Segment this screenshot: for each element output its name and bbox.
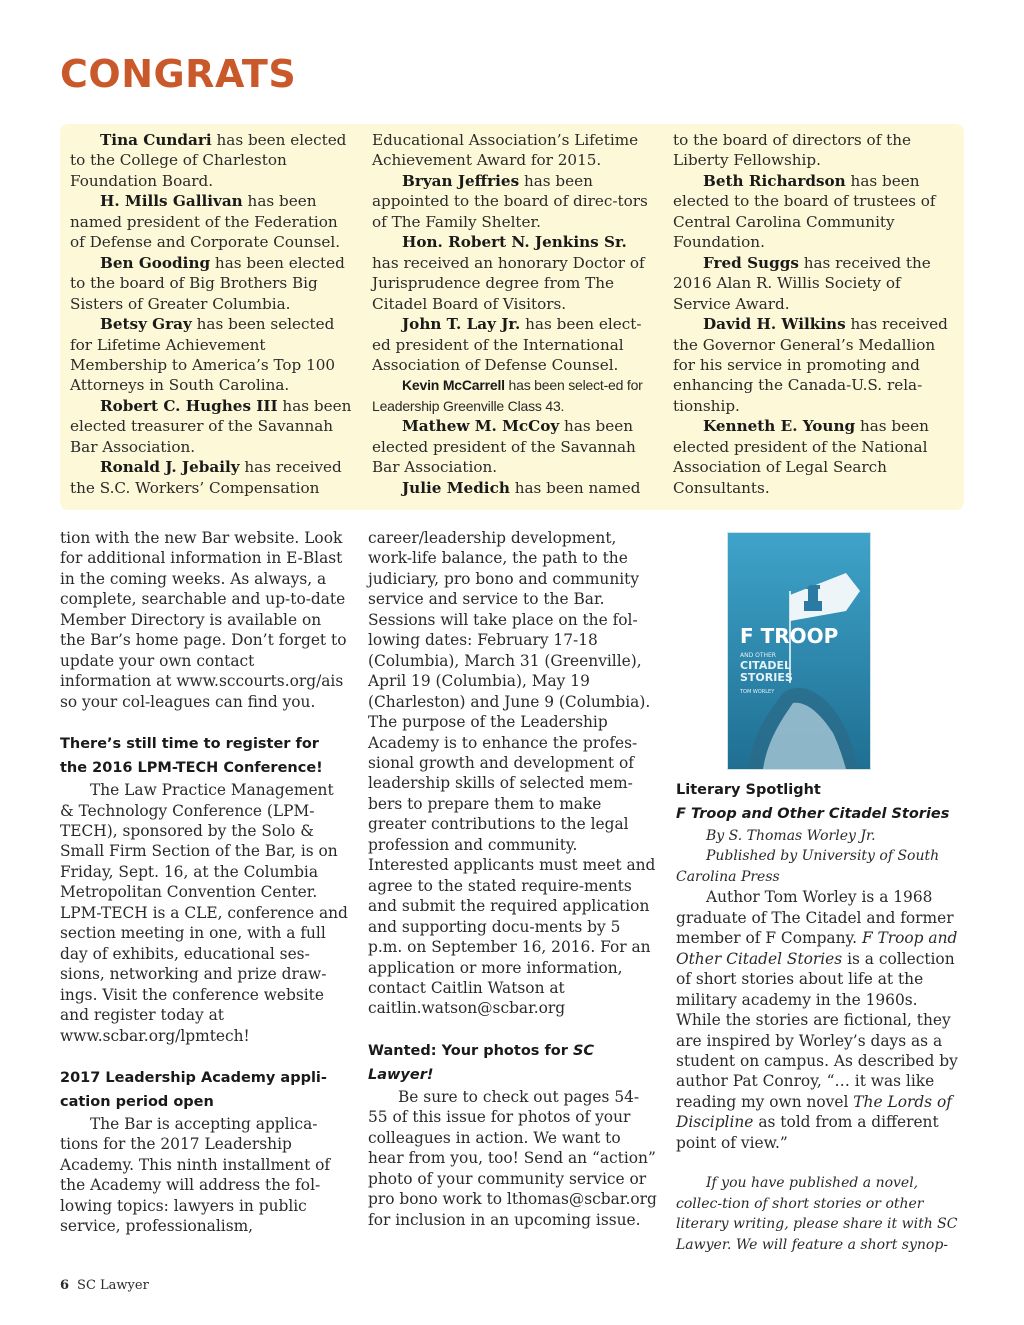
book-cover-subtitle: CITADEL: [740, 659, 791, 672]
continued-text: Educational Association’s Lifetime Achievement Award for 2015.: [372, 131, 639, 170]
honoree-text: has received the 2016 Alan R. Willis Society of Service Award.: [673, 253, 931, 313]
submission-note: If you have published a novel, collec-tion of short stories or other literary writing, please share it with SC Lawyer. We will feature a short synop-: [676, 1175, 958, 1253]
honoree-name: Hon. Robert N. Jenkins Sr.: [402, 233, 627, 252]
honoree-name: Bryan Jeffries: [402, 171, 520, 190]
book-byline: By S. Thomas Worley Jr.: [706, 828, 876, 844]
continued-text: career/leadership development, work-life balance, the path to the judiciary, pro bono and community service and service to the Bar. Sessions will take place on the fol-lowing dates: February 17-18 (Columbia), March 31 (Greenville), April 19 (Columbia), May 19 (Charleston) and June 9 (Columbia). The purpose of the Leadership Academy is to enhance the profes-sional growth and development of leadership skills of selected mem-bers to prepare them to make greater contributions to the legal profession and community. Interested applicants must meet and agree to the stated require-ments and submit the required application and supporting docu-ments by 5 p.m. on September 16, 2016. For an application or more information, contact Caitlin Watson at caitlin.watson@scbar.org: [368, 529, 656, 1018]
honoree-text: has been elected to the College of Charleston Foundation Board.: [70, 131, 347, 190]
congrats-column-1: [70, 130, 354, 498]
heading-italic-text: SC Lawyer!: [368, 1042, 595, 1083]
section-heading-photos: [368, 1039, 658, 1087]
book-cover-author: TOM WORLEY: [740, 689, 775, 695]
honoree-name: H. Mills Gallivan: [100, 192, 243, 211]
page-number: 6: [60, 1278, 70, 1293]
honoree-text: has received an honorary Doctor of Jurisprudence degree from The Citadel Board of Visitors.: [372, 253, 645, 313]
book-title: F Troop and Other Citadel Stories: [676, 806, 950, 822]
article-paragraph: The Law Practice Management & Technology Conference (LPM-TECH), sponsored by the Solo & Small Firm Section of the Bar, is on Friday, Sept. 16, at the Columbia Metropolitan Convention Center. LPM-TECH is a CLE, conference and section meeting in one, with a full day of exhibits, educational ses-sions, networking and prize draw-ings. Visit the conference website and register today at www.scbar.org/lpmtech!: [60, 781, 348, 1045]
honoree-name: Fred Suggs: [703, 253, 799, 272]
honoree-text: has been selected for Lifetime Achievement Membership to America’s Top 100 Attorneys in South Carolina.: [70, 315, 336, 395]
congrats-column-3: [673, 130, 957, 498]
paragraph-text: Author Tom Worley is a 1968 graduate of The Citadel and former member of F Company.: [676, 888, 954, 948]
article-paragraph: [676, 887, 966, 1153]
book-cover-subtitle: AND OTHER: [740, 652, 776, 659]
section-heading-literary-spotlight: Literary Spotlight: [676, 782, 821, 798]
honoree-name: Ronald J. Jebaily: [100, 458, 240, 477]
honoree-text: has been elected treasurer of the Savannah Bar Association.: [70, 396, 352, 456]
honoree-text: has been select-ed for Leadership Greenville Class 43.: [372, 377, 643, 414]
paragraph-text: is a collection of short stories about life at the military academy in the 1960s. While the stories are fictional, they are inspired by Worley’s days as a student on campus. As described by author Pat Conroy, “… it was like reading my own novel: [676, 949, 958, 1111]
continued-text: to the board of directors of the Liberty Fellowship.: [673, 131, 912, 170]
section-heading-leadership-academy: 2017 Leadership Academy appli-cation period open: [60, 1069, 327, 1110]
honoree-text: has been elected to the board of trustees of Central Carolina Community Foundation.: [673, 171, 936, 252]
right-column: [676, 778, 966, 1255]
honoree-text: has been elected to the board of Big Brothers Big Sisters of Greater Columbia.: [70, 253, 345, 313]
book-cover-subtitle: STORIES: [740, 671, 793, 684]
honoree-name: David H. Wilkins: [703, 315, 846, 334]
paragraph-italic-text: F Troop and Other Citadel Stories: [676, 929, 958, 968]
section-heading-lpm-tech: There’s still time to register for the 2016 LPM-TECH Conference!: [60, 736, 323, 777]
book-publisher: Published by University of South Carolina Press: [676, 848, 940, 885]
honoree-name: Robert C. Hughes III: [100, 396, 278, 415]
honoree-name: Mathew M. McCoy: [402, 417, 560, 436]
continued-text: tion with the new Bar website. Look for additional information in E-Blast in the coming weeks. As always, a complete, searchable and up-to-date Member Directory is available on the Bar’s home page. Don’t forget to update your own contact information at www.sccourts.org/ais so your col-leagues can find you.: [60, 529, 347, 711]
honoree-text: has been named: [509, 478, 641, 497]
honoree-text: has received the Governor General’s Medallion for his service in promoting and enhancing the Canada-U.S. rela-tionship.: [673, 315, 948, 415]
honoree-text: has been elect-ed president of the International Association of Defense Counsel.: [372, 315, 642, 374]
book-cover-title: F TROOP: [740, 624, 839, 648]
paragraph-text: as told from a different point of view.”: [676, 1113, 939, 1152]
honoree-name: Kenneth E. Young: [703, 417, 856, 436]
honoree-text: has been elected president of the Savannah Bar Association.: [372, 417, 636, 477]
honoree-text: has received the S.C. Workers’ Compensation: [70, 458, 342, 497]
left-column: [60, 528, 350, 1237]
honoree-name: Tina Cundari: [100, 131, 212, 149]
honoree-text: has been named president of the Federation of Defense and Corporate Counsel.: [70, 192, 341, 252]
heading-text: Wanted: Your photos for: [368, 1042, 573, 1059]
paragraph-italic-text: The Lords of Discipline: [676, 1092, 952, 1132]
honoree-name: Betsy Gray: [100, 315, 192, 334]
honoree-name: Ben Gooding: [100, 253, 211, 272]
page-footer: [60, 1278, 149, 1293]
congrats-column-2: [372, 130, 656, 498]
middle-column: [368, 528, 658, 1230]
article-paragraph: Be sure to check out pages 54-55 of this issue for photos of your colleagues in action. We want to hear from you, too! Send an “action” photo of your community service or pro bono work to lthomas@scbar.org for inclusion in an upcoming issue.: [368, 1087, 657, 1229]
honoree-name: Kevin McCarrell: [402, 377, 505, 394]
honoree-name: Julie Medich: [402, 478, 510, 497]
honoree-text: has been elected president of the National Association of Legal Search Consultants.: [673, 417, 929, 497]
honoree-name: Beth Richardson: [703, 171, 846, 190]
publication-name: SC Lawyer: [77, 1278, 149, 1293]
book-cover-image: [727, 532, 871, 770]
page-title: CONGRATS: [60, 52, 297, 96]
honoree-name: John T. Lay Jr.: [402, 315, 521, 334]
honoree-text: has been appointed to the board of direc-tors of The Family Shelter.: [372, 171, 648, 231]
article-paragraph: The Bar is accepting applica-tions for the 2017 Leadership Academy. This ninth installment of the Academy will address the fol-lowing topics: lawyers in public service, professionalism,: [60, 1114, 331, 1236]
